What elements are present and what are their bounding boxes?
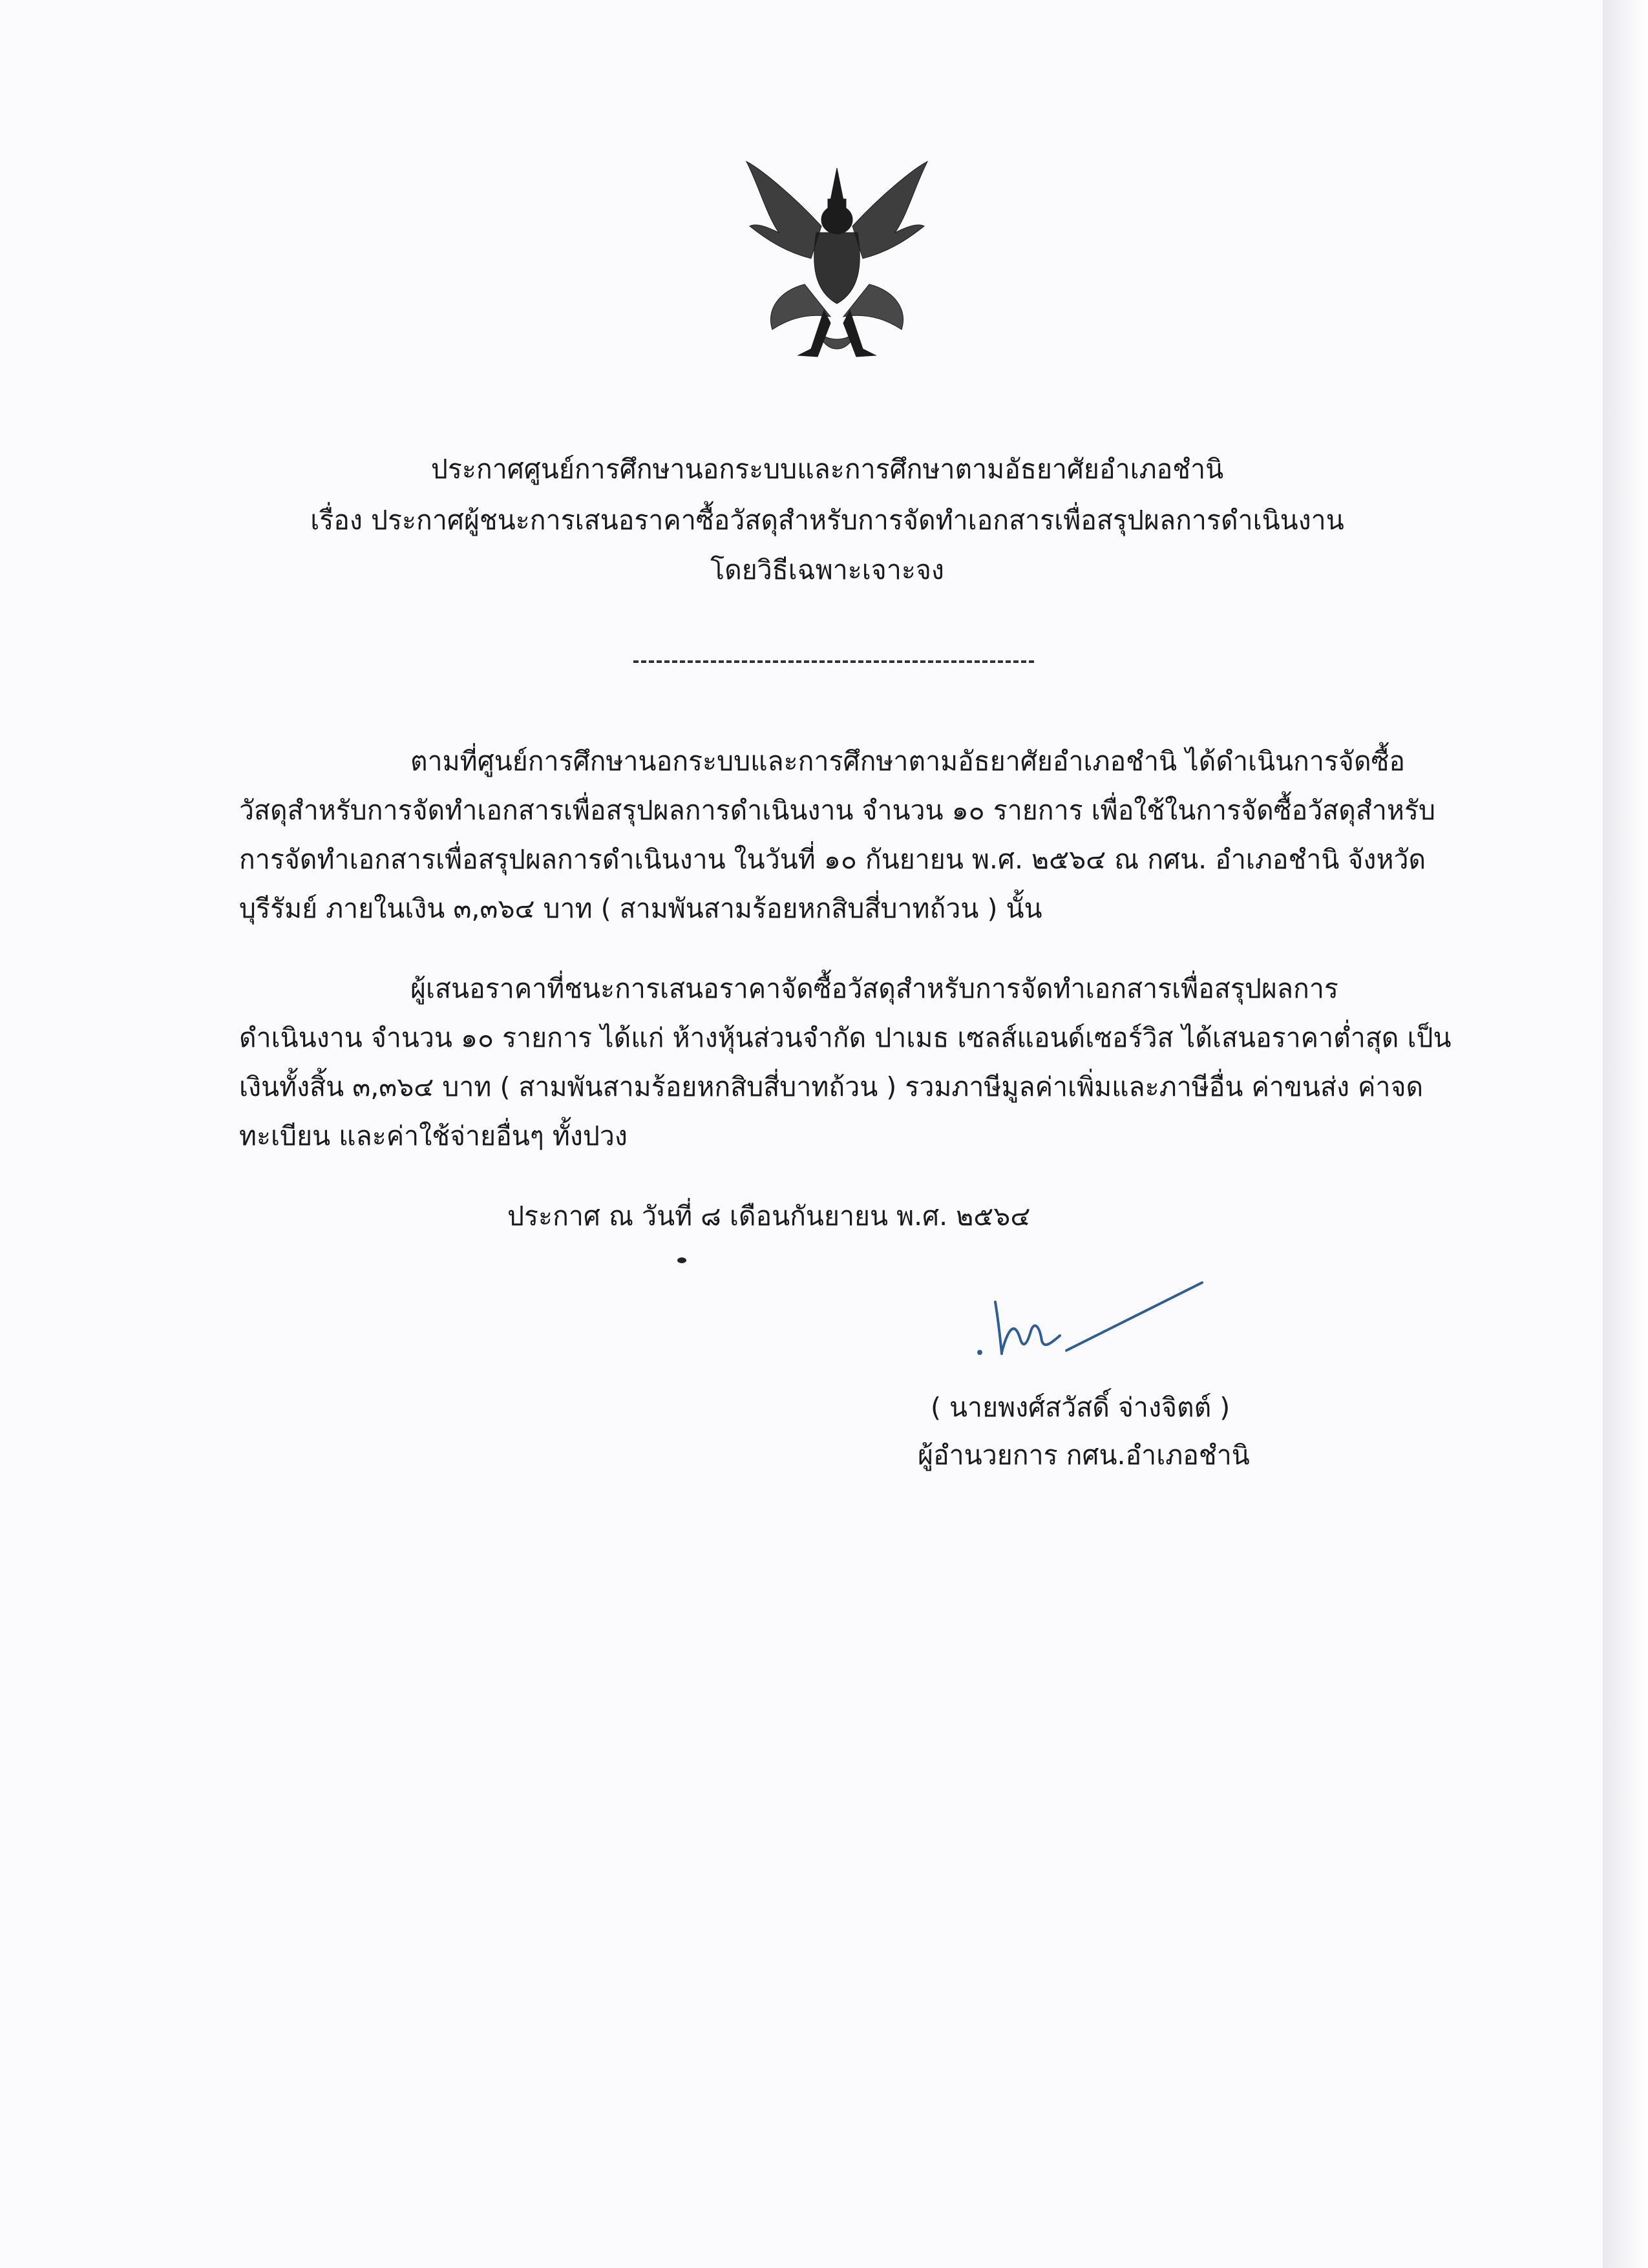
garuda-emblem-icon — [740, 155, 934, 368]
paragraph1-line2: วัสดุสำหรับการจัดทำเอกสารเพื่อสรุปผลการดำเนินงาน จำนวน ๑๐ รายการ เพื่อใช้ในการจัดซื้อวัสดุสำหรับ — [239, 795, 1435, 826]
paragraph1-line4: บุรีรัมย์ ภายในเงิน ๓,๓๖๔ บาท ( สามพันสามร้อยหกสิบสี่บาทถ้วน ) นั้น — [239, 893, 1042, 924]
signer-position: ผู้อำนวยการ กศน.อำเภอชำนิ — [918, 1440, 1250, 1471]
paragraph2-line1: ผู้เสนอราคาที่ชนะการเสนอราคาจัดซื้อวัสดุสำหรับการจัดทำเอกสารเพื่อสรุปผลการ — [410, 973, 1338, 1004]
handwritten-signature — [969, 1276, 1215, 1367]
subject-line: เรื่อง ประกาศผู้ชนะการเสนอราคาซื้อวัสดุสำหรับการจัดทำเอกสารเพื่อสรุปผลการดำเนินงาน — [310, 505, 1344, 536]
scan-edge — [1603, 0, 1648, 2268]
ink-dot — [677, 1257, 686, 1263]
announcement-date: ประกาศ ณ วันที่ ๘ เดือนกันยายน พ.ศ. ๒๕๖๔ — [507, 1201, 1031, 1232]
paragraph2-line3: เงินทั้งสิ้น ๓,๓๖๔ บาท ( สามพันสามร้อยหกสิบสี่บาทถ้วน ) รวมภาษีมูลค่าเพิ่มและภาษีอื่น ค่าขนส่ง ค่าจด — [239, 1071, 1424, 1102]
paragraph2-line2: ดำเนินงาน จำนวน ๑๐ รายการ ได้แก่ ห้างหุ้นส่วนจำกัด ปาเมธ เซลส์แอนด์เซอร์วิส ได้เสนอราคาต่ำสุด เป็น — [239, 1022, 1452, 1053]
paragraph1-line1: ตามที่ศูนย์การศึกษานอกระบบและการศึกษาตามอัธยาศัยอำเภอชำนิ ได้ดำเนินการจัดซื้อ — [410, 746, 1406, 777]
paragraph1-line3: การจัดทำเอกสารเพื่อสรุปผลการดำเนินงาน ในวันที่ ๑๐ กันยายน พ.ศ. ๒๕๖๔ ณ กศน. อำเภอชำนิ จังหวัด — [239, 844, 1426, 875]
signer-name: ( นายพงศ์สวัสดิ์ จ่างจิตต์ ) — [931, 1392, 1231, 1423]
method-line: โดยวิธีเฉพาะเจาะจง — [710, 554, 944, 585]
header-divider — [633, 660, 1034, 663]
announcement-title: ประกาศศูนย์การศึกษานอกระบบและการศึกษาตามอัธยาศัยอำเภอชำนิ — [430, 454, 1224, 485]
paragraph2-line4: ทะเบียน และค่าใช้จ่ายอื่นๆ ทั้งปวง — [239, 1120, 628, 1151]
